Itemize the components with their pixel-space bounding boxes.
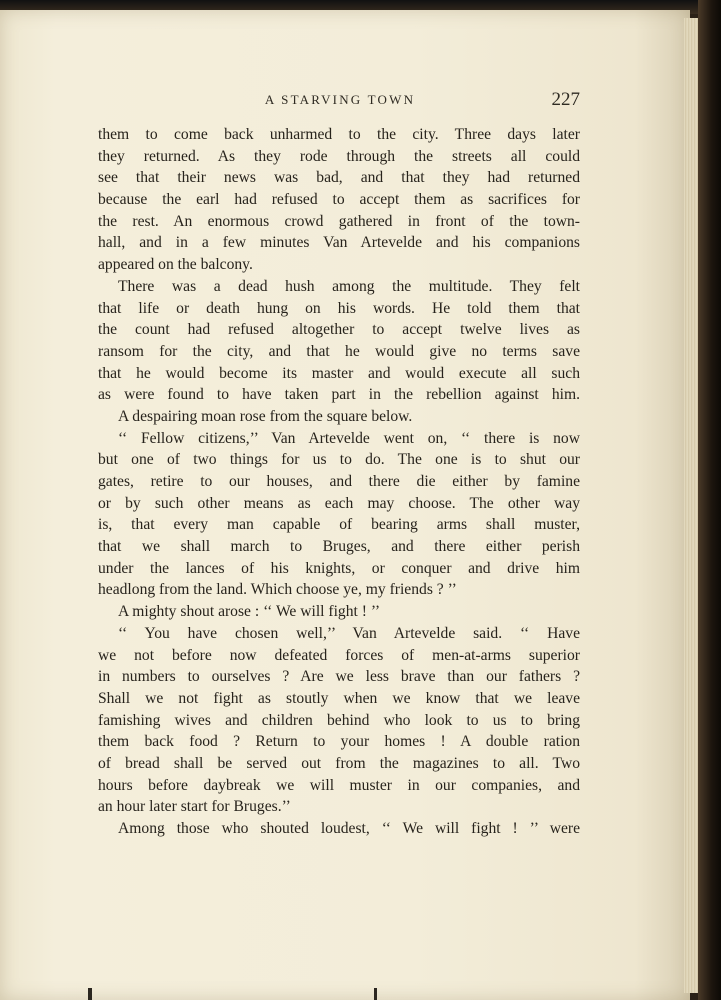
text-line: them to come back unharmed to the city. Three days later (98, 126, 580, 143)
bottom-mark (374, 988, 377, 1000)
text-line: hall, and in a few minutes Van Artevelde and his companions (98, 234, 580, 252)
text-line: an hour later start for Bruges.’’ (98, 798, 291, 816)
text-line: famishing wives and children behind who look to us to bring (98, 711, 580, 729)
text-line: or by such other means as each may choose. The other way (98, 494, 580, 512)
text-line: in numbers to ourselves ? Are we less brave than our fathers ? (98, 668, 580, 686)
text-line: that life or death hung on his words. He told them that (98, 299, 580, 317)
text-line: ‘‘ You have chosen well,’’ Van Artevelde said. ‘‘ Have (118, 624, 580, 642)
running-head-title: A STARVING TOWN (264, 92, 416, 107)
text-line: as were found to have taken part in the rebellion against him. (98, 386, 580, 404)
text-line: the rest. An enormous crowd gathered in front of the town- (98, 212, 580, 230)
text-line: hours before daybreak we will muster in our companies, and (98, 776, 580, 794)
book-cover-edge (698, 0, 721, 1000)
bottom-mark (88, 988, 92, 1000)
text-line: them back food ? Return to your homes ! A double ration (98, 733, 580, 751)
text-line: see that their news was bad, and that they had returned (98, 169, 580, 187)
text-line: but one of two things for us to do. The one is to shut our (98, 451, 580, 469)
running-head (100, 89, 580, 112)
text-line: ransom for the city, and that he would give no terms save (98, 342, 580, 360)
text-line: under the lances of his knights, or conquer and drive him (98, 559, 580, 577)
page-number: 227 (551, 89, 580, 110)
text-line: ‘‘ Fellow citizens,’’ Van Artevelde went on, ‘‘ there is now (118, 429, 580, 447)
text-line: A mighty shout arose : ‘‘ We will fight ! ’’ (118, 603, 381, 621)
text-line: Shall we not fight as stoutly when we know that we leave (98, 689, 580, 707)
text-line: of bread shall be served out from the magazines to all. Two (98, 754, 580, 772)
text-line: There was a dead hush among the multitude. They felt (118, 277, 580, 295)
text-line: they returned. As they rode through the streets all could (98, 147, 580, 165)
page-stack-edge (684, 18, 698, 993)
text-line: Among those who shouted loudest, ‘‘ We will fight ! ’’ were (118, 820, 580, 837)
text-line: that we shall march to Bruges, and there either perish (98, 538, 580, 556)
text-line: because the earl had refused to accept them as sacrifices for (98, 191, 580, 209)
text-line: A despairing moan rose from the square below. (118, 407, 413, 425)
text-line: headlong from the land. Which choose ye, my friends ? ’’ (98, 581, 457, 599)
text-line: appeared on the balcony. (98, 256, 253, 274)
text-line: gates, retire to our houses, and there die either by famine (98, 473, 580, 490)
text-line: that he would become its master and would execute all such (98, 364, 580, 382)
body-text (98, 124, 580, 840)
text-line: the count had refused altogether to accept twelve lives as (98, 321, 580, 339)
text-line: is, that every man capable of bearing arms shall muster, (98, 516, 580, 534)
text-line: we not before now defeated forces of men-at-arms superior (98, 646, 580, 664)
